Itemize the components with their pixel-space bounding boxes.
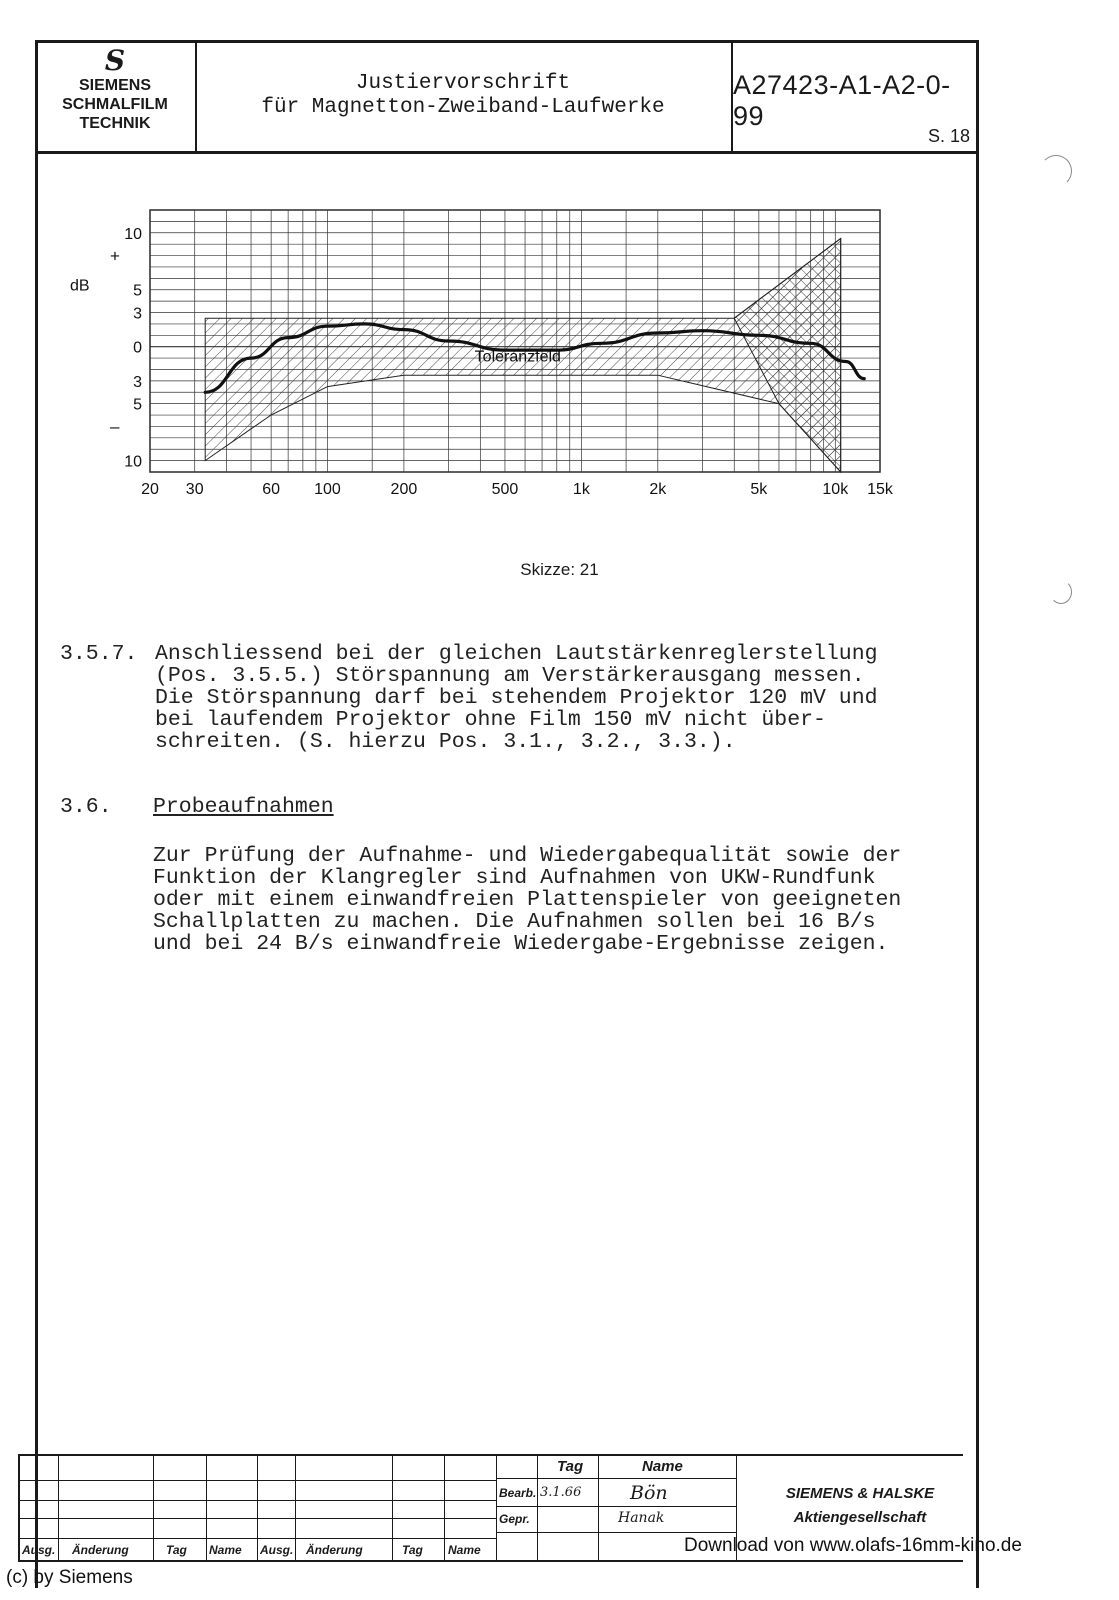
download-footer: Download von www.olafs-16mm-kino.de bbox=[684, 1535, 1022, 1556]
page-number: S. 18 bbox=[927, 126, 970, 146]
bearb-signature: Bön bbox=[630, 1482, 668, 1504]
section-357-line-5: schreiten. (S. hierzu Pos. 3.1., 3.2., 3.3.). bbox=[155, 730, 736, 754]
company-name bbox=[760, 1482, 960, 1530]
rev-row-line bbox=[20, 1480, 496, 1481]
y-tick-label: 3 bbox=[133, 305, 142, 323]
bearb-date: 3.1.66 bbox=[540, 1485, 582, 1500]
header-block bbox=[35, 40, 979, 154]
rev-header-ausg: Ausg. bbox=[22, 1543, 56, 1557]
x-tick-label: 15k bbox=[867, 481, 893, 498]
rev-header-aenderung: Änderung bbox=[72, 1543, 129, 1557]
y-tick-label: 5 bbox=[133, 282, 142, 300]
x-tick-label: 20 bbox=[141, 481, 159, 498]
section-36-line-4: Schallplatten zu machen. Die Aufnahmen sollen bei 16 B/s bbox=[153, 910, 876, 934]
y-tick-label: 3 bbox=[133, 373, 142, 391]
title-line-1: Justiervorschrift bbox=[355, 72, 571, 95]
section-36-line-3: oder mit einem einwandfreien Plattenspieler von geeigneten bbox=[153, 888, 902, 912]
rev-header-ausg-2: Ausg. bbox=[260, 1543, 294, 1557]
col-tag-label: Tag bbox=[557, 1458, 584, 1475]
gepr-label: Gepr. bbox=[499, 1512, 530, 1526]
approval-row-line bbox=[496, 1506, 736, 1507]
section-357-number: 3.5.7. bbox=[60, 642, 138, 666]
rev-header-name: Name bbox=[209, 1543, 242, 1557]
y-tick-label: 10 bbox=[124, 225, 142, 243]
x-tick-label: 5k bbox=[750, 481, 768, 498]
punch-hole-mark-icon bbox=[1050, 580, 1072, 604]
rev-header-aenderung-2: Änderung bbox=[306, 1543, 363, 1557]
company-line-1: SIEMENS & HALSKE bbox=[785, 1485, 935, 1502]
title-line-2: für Magnetton-Zweiband-Laufwerke bbox=[261, 96, 665, 119]
approval-label-col bbox=[496, 1456, 538, 1562]
x-tick-label: 500 bbox=[491, 481, 519, 498]
x-tick-label: 60 bbox=[262, 481, 281, 498]
approval-row-line bbox=[496, 1532, 736, 1533]
chart-caption: Skizze: 21 bbox=[520, 560, 599, 579]
document-id-block bbox=[733, 40, 976, 151]
company-line-2: Aktiengesellschaft bbox=[793, 1509, 927, 1526]
logo-line-1: SIEMENS bbox=[78, 77, 151, 94]
y-axis-label: dB bbox=[70, 277, 90, 295]
y-tick-label: 0 bbox=[133, 339, 142, 357]
gepr-signature: Hanak bbox=[618, 1510, 665, 1526]
section-36-line-5: und bei 24 B/s einwandfreie Wiedergabe-Ergebnisse zeigen. bbox=[153, 932, 889, 956]
rev-row-line bbox=[20, 1518, 496, 1519]
approval-row-line bbox=[496, 1478, 736, 1479]
tolerance-field-label: Toleranzfeld bbox=[474, 348, 561, 366]
y-tick-label: 10 bbox=[124, 453, 142, 471]
section-36-number: 3.6. bbox=[60, 795, 112, 819]
x-tick-label: 100 bbox=[314, 481, 341, 498]
section-357-line-2: (Pos. 3.5.5.) Störspannung am Verstärkerausgang messen. bbox=[155, 664, 865, 688]
y-minus-sign: – bbox=[110, 417, 120, 437]
rev-header-tag: Tag bbox=[166, 1543, 187, 1557]
rev-header-name-2: Name bbox=[448, 1543, 481, 1557]
section-36-heading: Probeaufnahmen bbox=[153, 795, 334, 819]
x-tick-label: 30 bbox=[185, 481, 204, 498]
section-36-line-1: Zur Prüfung der Aufnahme- und Wiedergabequalität sowie der bbox=[153, 844, 902, 868]
rev-header-tag-2: Tag bbox=[402, 1543, 423, 1557]
bearb-label: Bearb. bbox=[499, 1486, 537, 1500]
y-plus-sign: + bbox=[110, 246, 120, 266]
x-tick-label: 2k bbox=[649, 481, 667, 498]
document-number: A27423-A1-A2-0-99 bbox=[733, 70, 951, 131]
logo-line-2: SCHMALFILM bbox=[62, 96, 168, 113]
x-tick-label: 10k bbox=[822, 481, 849, 498]
rev-row-line bbox=[20, 1538, 496, 1539]
section-357-line-4: bei laufendem Projektor ohne Film 150 mV nicht über- bbox=[155, 708, 826, 732]
section-357-line-3: Die Störspannung darf bei stehendem Projektor 120 mV und bbox=[155, 686, 878, 710]
chart-svg bbox=[60, 195, 920, 515]
section-36-line-2: Funktion der Klangregler sind Aufnahmen von UKW-Rundfunk bbox=[153, 866, 876, 890]
col-name-label: Name bbox=[642, 1458, 683, 1475]
siemens-logo-icon: S bbox=[104, 44, 126, 77]
frequency-response-chart bbox=[60, 195, 920, 515]
document-title bbox=[195, 40, 733, 151]
section-357-line-1: Anschliessend bei der gleichen Lautstärkenreglerstellung bbox=[155, 642, 878, 666]
x-tick-label: 1k bbox=[572, 481, 590, 498]
siemens-logo bbox=[35, 40, 197, 151]
copyright-footer: (c) by Siemens bbox=[6, 1567, 133, 1588]
x-tick-label: 200 bbox=[390, 481, 418, 498]
logo-line-3: TECHNIK bbox=[79, 115, 151, 132]
punch-hole-mark-icon bbox=[1040, 155, 1072, 187]
y-tick-label: 5 bbox=[133, 396, 142, 414]
rev-row-line bbox=[20, 1500, 496, 1501]
